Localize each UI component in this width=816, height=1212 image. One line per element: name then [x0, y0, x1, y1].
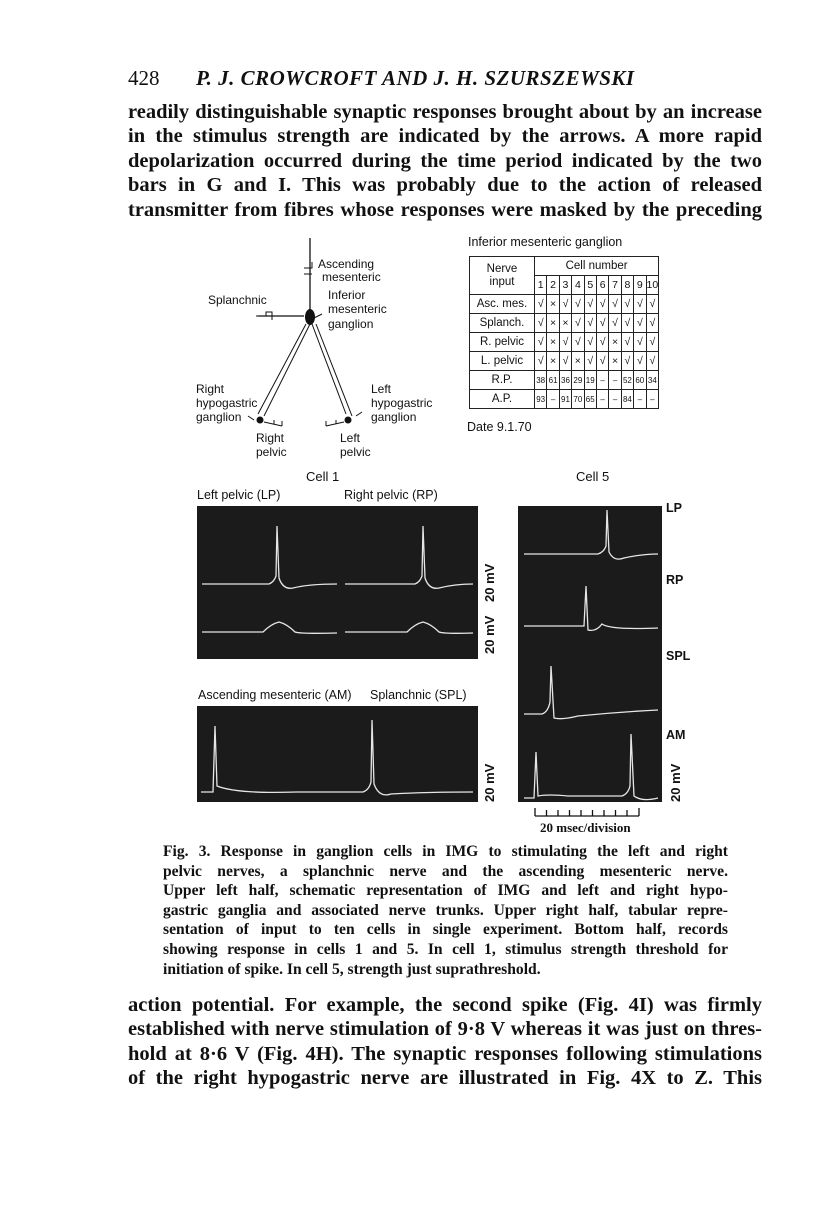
label-hypogastric-right: hypogastric	[196, 396, 258, 410]
table-cell: √	[572, 295, 584, 314]
table-cell: –	[646, 390, 659, 409]
cell1-traces-top	[197, 506, 478, 659]
row-label: R.P.	[470, 371, 535, 390]
cell-number: 4	[572, 276, 584, 295]
header-cell-number: Cell number	[535, 257, 659, 276]
caption-line: pelvic nerves, a splanchnic nerve and the ascending mesenteric nerve.	[163, 862, 728, 880]
table-cell: √	[559, 295, 571, 314]
label-hypogastric-left: hypogastric	[371, 396, 433, 410]
label-lp: Left pelvic (LP)	[197, 488, 281, 502]
table-cell: 29	[572, 371, 584, 390]
text-line: action potential. For example, the second spike (Fig. 4I) was firmly	[128, 994, 762, 1016]
table-cell: √	[634, 352, 646, 371]
cell-number: 2	[547, 276, 559, 295]
table-cell: √	[646, 333, 659, 352]
text-line: readily distinguishable synaptic responses brought about by an increase	[128, 101, 762, 123]
row-label: A.P.	[470, 390, 535, 409]
table-row	[470, 314, 659, 333]
table-cell: 91	[559, 390, 571, 409]
cell5-record	[518, 506, 662, 802]
table-cell: √	[535, 314, 547, 333]
header-nerve-input	[470, 257, 535, 295]
table-cell: 93	[535, 390, 547, 409]
authors: P. J. CROWCROFT AND J. H. SZURSZEWSKI	[196, 66, 635, 90]
table-cell: √	[596, 295, 608, 314]
table-cell: √	[621, 352, 633, 371]
table-cell: 34	[646, 371, 659, 390]
table-cell: √	[572, 314, 584, 333]
table-cell: √	[596, 352, 608, 371]
text-line: transmitter from fibres whose responses were masked by the preceding	[128, 198, 762, 221]
table-cell: √	[596, 314, 608, 333]
table-cell: 60	[634, 371, 646, 390]
table-cell: √	[621, 314, 633, 333]
text-line: established with nerve stimulation of 9·8 V whereas it was just on thres-	[128, 1018, 762, 1041]
cell1-record-lp-rp	[197, 506, 478, 659]
img-schematic	[190, 236, 460, 461]
label-left: Left	[371, 382, 392, 396]
text-line: bars in G and I. This was probably due to the action of released	[128, 174, 762, 197]
table-cell: √	[572, 333, 584, 352]
caption-line: initiation of spike. In cell 5, strength just suprathreshold.	[163, 960, 541, 978]
caption-line: showing response in cells 1 and 5. In cell 1, stimulus strength threshold for	[163, 940, 728, 958]
label-mesenteric: mesenteric	[322, 270, 381, 284]
table-cell: √	[535, 295, 547, 314]
table-cell: √	[646, 314, 659, 333]
table-cell: √	[646, 352, 659, 371]
cell1-traces-bottom	[197, 706, 478, 802]
table-cell: –	[609, 390, 621, 409]
table-cell: ×	[547, 352, 559, 371]
scale-bar-3: 20 mV	[482, 763, 497, 802]
side-label-rp: RP	[666, 573, 684, 587]
table-cell: ×	[572, 352, 584, 371]
table-cell: √	[535, 352, 547, 371]
table-cell: √	[621, 295, 633, 314]
cell5-traces	[518, 506, 662, 802]
table-row	[470, 390, 659, 409]
body-paragraph-top	[128, 100, 762, 222]
cell-number: 7	[609, 276, 621, 295]
table-cell: –	[596, 390, 608, 409]
time-scale-label: 20 msec/division	[540, 820, 631, 835]
cell-number: 8	[621, 276, 633, 295]
cell-number: 10	[646, 276, 659, 295]
label-right-pelvic-1: Right	[256, 431, 285, 445]
table-cell: 70	[572, 390, 584, 409]
table-cell: √	[584, 295, 596, 314]
label-left-pelvic-1: Left	[340, 431, 361, 445]
table-cell: √	[596, 333, 608, 352]
header-nerve-2: input	[489, 275, 515, 288]
table-cell: √	[634, 333, 646, 352]
table-cell: 36	[559, 371, 571, 390]
cell-number: 3	[559, 276, 571, 295]
table-header-row	[470, 257, 659, 276]
table-cell: ×	[547, 314, 559, 333]
table-row	[470, 371, 659, 390]
time-scale-ticks	[533, 806, 643, 818]
table-body	[470, 295, 659, 409]
table-cell: –	[609, 371, 621, 390]
label-ascending: Ascending	[318, 257, 375, 271]
table-cell: 65	[584, 390, 596, 409]
table-cell: 84	[621, 390, 633, 409]
table-cell: √	[584, 314, 596, 333]
table-cell: √	[621, 333, 633, 352]
row-label: Asc. mes.	[470, 295, 535, 314]
table-row	[470, 333, 659, 352]
table-cell: ×	[609, 352, 621, 371]
table-cell: √	[634, 295, 646, 314]
table-cell: 61	[547, 371, 559, 390]
scale-bar-4: 20 mV	[668, 763, 683, 802]
label-splanchnic: Splanchnic	[208, 293, 267, 307]
table-cell: √	[609, 295, 621, 314]
table-cell: √	[646, 295, 659, 314]
table-cell: √	[634, 314, 646, 333]
label-inferior: Inferior	[328, 288, 366, 302]
label-right-pelvic-2: pelvic	[256, 445, 287, 459]
input-table	[469, 256, 659, 409]
label-ganglion: ganglion	[328, 317, 374, 331]
cell1-title: Cell 1	[306, 469, 340, 484]
table-cell: √	[559, 352, 571, 371]
row-label: R. pelvic	[470, 333, 535, 352]
figure-caption	[163, 842, 728, 979]
cell-number: 6	[596, 276, 608, 295]
table-cell: 19	[584, 371, 596, 390]
row-label: L. pelvic	[470, 352, 535, 371]
label-spl: Splanchnic (SPL)	[370, 688, 467, 702]
label-left-pelvic-2: pelvic	[340, 445, 371, 459]
text-line: hold at 8·6 V (Fig. 4H). The synaptic responses following stimulations	[128, 1042, 762, 1065]
table-cell: ×	[559, 314, 571, 333]
text-line: in the stimulus strength are indicated by the arrows. A more rapid	[128, 125, 762, 148]
scale-bar-2: 20 mV	[482, 615, 497, 654]
label-rp: Right pelvic (RP)	[344, 488, 438, 502]
table-title: Inferior mesenteric ganglion	[468, 235, 623, 249]
header-nerve-1: Nerve	[486, 262, 518, 275]
label-mesenteric-2: mesenteric	[328, 302, 387, 316]
row-label: Splanch.	[470, 314, 535, 333]
table-cell: √	[584, 333, 596, 352]
label-ganglion-left: ganglion	[371, 410, 417, 424]
label-am: Ascending mesenteric (AM)	[198, 688, 352, 702]
cell-number: 1	[535, 276, 547, 295]
table-cell: √	[559, 333, 571, 352]
table-cell: ×	[609, 333, 621, 352]
caption-line: Fig. 3. Response in ganglion cells in IMG to stimulating the left and right	[163, 843, 728, 860]
table-cell: –	[634, 390, 646, 409]
table-cell: –	[596, 371, 608, 390]
label-ganglion-right: ganglion	[196, 410, 242, 424]
scale-bar-1: 20 mV	[482, 563, 497, 602]
side-label-am: AM	[666, 728, 686, 742]
table-cell: √	[535, 333, 547, 352]
table-row	[470, 295, 659, 314]
table-cell: ×	[547, 333, 559, 352]
table-cell: 38	[535, 371, 547, 390]
caption-line: Upper left half, schematic representation of IMG and left and right hypo-	[163, 882, 728, 900]
table-date: Date 9.1.70	[467, 420, 532, 434]
cell1-record-am-spl	[197, 706, 478, 802]
text-line: of the right hypogastric nerve are illustrated in Fig. 4X to Z. This	[128, 1067, 762, 1090]
caption-line: gastric ganglia and associated nerve trunks. Upper right half, tabular repre-	[163, 901, 728, 919]
cell-number: 5	[584, 276, 596, 295]
table-cell: ×	[547, 295, 559, 314]
table-cell: –	[547, 390, 559, 409]
text-line: depolarization occurred during the time period indicated by the two	[128, 149, 762, 172]
table-cell: √	[584, 352, 596, 371]
cell-number: 9	[634, 276, 646, 295]
side-label-lp: LP	[666, 501, 682, 515]
side-label-spl: SPL	[666, 649, 691, 663]
cell5-title: Cell 5	[576, 469, 610, 484]
table-cell: 52	[621, 371, 633, 390]
table-row	[470, 352, 659, 371]
table-cell: √	[609, 314, 621, 333]
body-paragraph-bottom	[128, 993, 762, 1091]
label-right: Right	[196, 382, 225, 396]
page-number: 428	[128, 66, 160, 90]
caption-line: sentation of input to ten cells in single experiment. Bottom half, records	[163, 921, 728, 939]
